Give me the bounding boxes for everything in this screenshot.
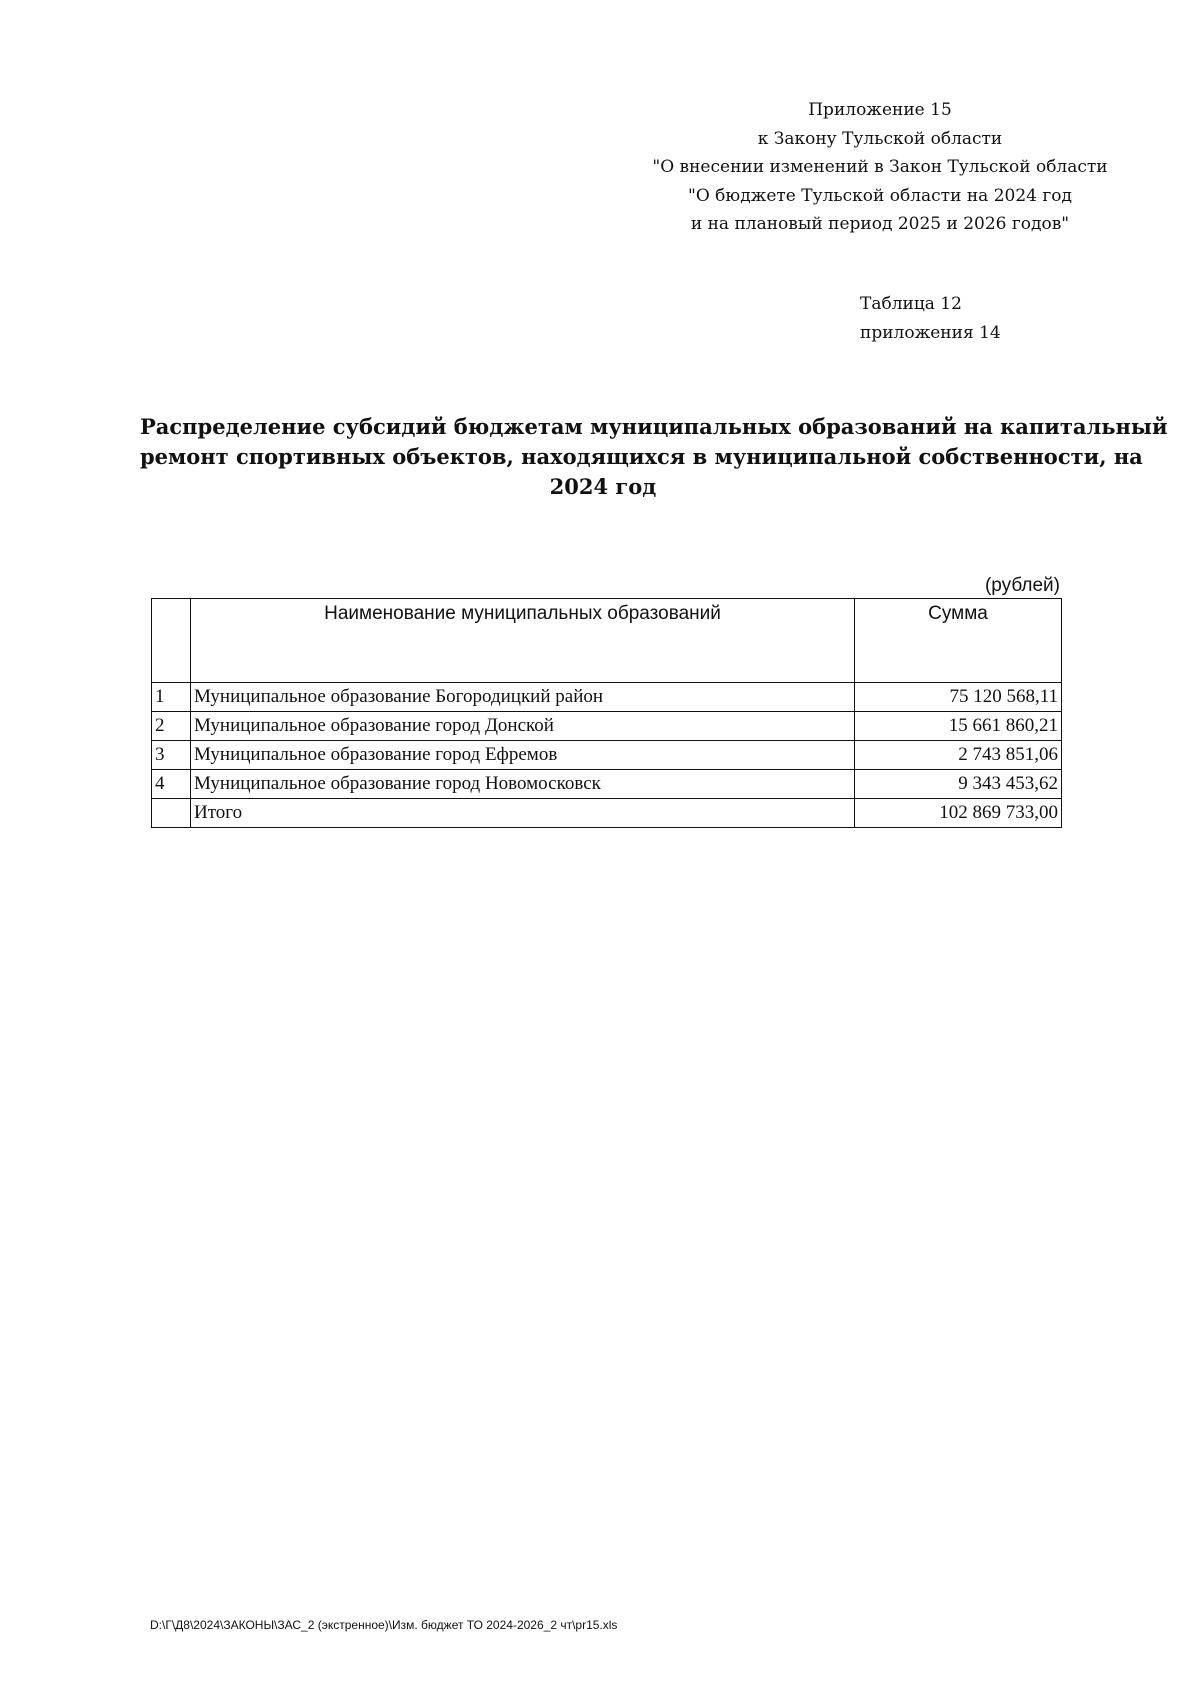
row-sum: 2 743 851,06 [855, 741, 1062, 770]
row-num: 3 [152, 741, 191, 770]
table-reference-line: Таблица 12 [860, 294, 962, 314]
row-num: 2 [152, 712, 191, 741]
header-name: Наименование муниципальных образований [191, 599, 855, 683]
row-sum: 75 120 568,11 [855, 683, 1062, 712]
row-name: Муниципальное образование город Новомосковск [191, 770, 855, 799]
document-title [140, 412, 1168, 502]
row-num: 1 [152, 683, 191, 712]
title-line: 2024 год [549, 474, 657, 499]
appendix-line: и на плановый период 2025 и 2026 годов" [690, 214, 1070, 234]
subsidy-table [151, 598, 1062, 828]
appendix-line: "О бюджете Тульской области на 2024 год [688, 185, 1072, 206]
table-row [152, 683, 1062, 712]
table-reference-line: приложения 14 [860, 323, 1001, 343]
header-num [152, 599, 191, 683]
row-name: Муниципальное образование Богородицкий район [191, 683, 855, 712]
table-header-row [152, 599, 1062, 683]
header-sum: Сумма [855, 599, 1062, 683]
appendix-line: "О внесении изменений в Закон Тульской области [652, 157, 1108, 177]
row-name: Итого [191, 799, 855, 828]
row-sum: 9 343 453,62 [855, 770, 1062, 799]
row-name: Муниципальное образование город Донской [191, 712, 855, 741]
title-line: ремонт спортивных объектов, находящихся в муниципальной собственности, на [140, 444, 1143, 469]
file-path-footer: D:\Г\Д8\2024\ЗАКОНЫ\ЗАС_2 (экстренное)\Изм. бюджет ТО 2024-2026_2 чт\pr15.xls [150, 1618, 618, 1632]
row-sum: 102 869 733,00 [855, 799, 1062, 828]
row-num: 4 [152, 770, 191, 799]
units-label: (рублей) [984, 575, 1060, 596]
table-row [152, 770, 1062, 799]
table-row [152, 712, 1062, 741]
table-row [152, 741, 1062, 770]
appendix-header [600, 96, 1160, 239]
appendix-line: к Закону Тульской области [757, 128, 1003, 149]
row-sum: 15 661 860,21 [855, 712, 1062, 741]
row-num [152, 799, 191, 828]
table-reference [860, 290, 1001, 348]
row-name: Муниципальное образование город Ефремов [191, 741, 855, 770]
title-line: Распределение субсидий бюджетам муниципальных образований на капитальный [140, 414, 1168, 439]
appendix-line: Приложение 15 [808, 100, 952, 120]
table-total-row [152, 799, 1062, 828]
